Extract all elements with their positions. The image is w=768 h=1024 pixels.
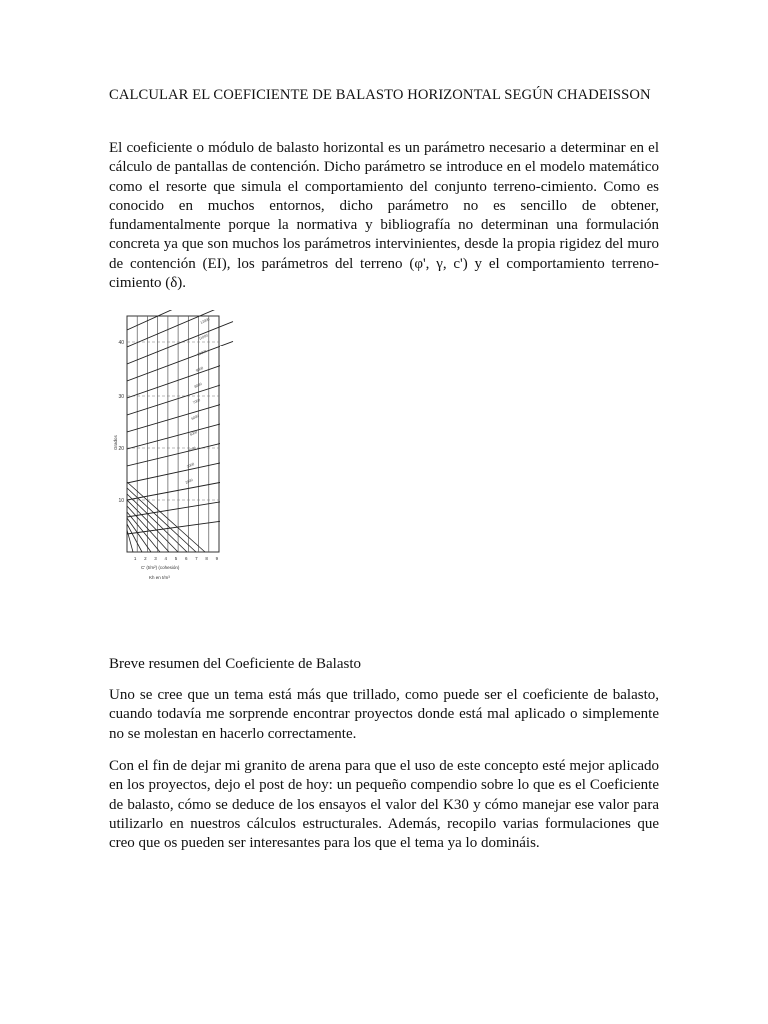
x-tick-label: 7 — [195, 556, 198, 561]
curve-label: 2000 — [184, 477, 194, 485]
intro-paragraph: El coeficiente o módulo de balasto horizontal es un parámetro necesario a determinar en el cálculo de pantallas de contención. Dicho parámetro se introduce en el modelo matemático como el resorte que simula el comportamiento del conjunto terreno-cimiento. Como es conocido en muchos entornos, dicho parámetro no es sencillo de obtener, fundamentalmente porque la normativa y bibliografía no determinan una formulación concreta ya que son muchos los parámetros intervinientes, desde la propia rigidez del muro de contención (EI), los parámetros del terreno (φ', γ, c') y el comportamiento terreno-cimiento (δ). — [109, 140, 659, 292]
curve-label: 6000 — [190, 413, 200, 421]
y-axis-label: Grados — [113, 435, 118, 450]
chart-graphic — [111, 310, 247, 586]
chart-curve — [127, 322, 233, 364]
chart-caption: Kh en t/m³ — [149, 575, 170, 580]
x-tick-label: 2 — [144, 556, 147, 561]
paragraph-2: Uno se cree que un tema está más que trillado, como puede ser el coeficiente de balasto, cuando todavía me sorprende encontrar proyectos donde está mal aplicado o simplemente no se molestan en hacerlo correctamente. — [109, 687, 659, 742]
chart-curve — [127, 341, 233, 381]
x-tick-label: 5 — [174, 556, 178, 561]
chart-curve — [127, 440, 233, 466]
x-tick-label: 1 — [133, 556, 137, 561]
curve-label: 5000 — [189, 429, 198, 437]
curve-label: 12000 — [199, 317, 211, 325]
section-heading: Breve resumen del Coeficiente de Balasto — [109, 656, 361, 672]
chart-curve — [127, 477, 233, 500]
chart-curve — [127, 310, 233, 330]
chart-curve — [127, 381, 233, 415]
paragraph-3: Con el fin de dejar mi granito de arena para que el uso de este concepto esté mejor aplicado en los proyectos, dejo el post de hoy: un pequeño compendio sobre lo que es el Coeficiente de balasto, cómo se deduce de los ensayos el valor del K30 y cómo manejar ese valor para utilizarlo en nuestros cálculos estructurales. Además, recopilo varias formulaciones que creo que os pueden ser interesantes para los que el tema ya lo domináis. — [109, 758, 659, 852]
x-tick-label: 6 — [184, 556, 188, 561]
y-tick-label: 20 — [118, 446, 124, 452]
x-tick-label: 9 — [215, 556, 219, 561]
y-tick-label: 10 — [118, 498, 124, 504]
curve-label: 4000 — [187, 445, 197, 453]
curve-label: 7000 — [192, 397, 201, 405]
chart-curve — [127, 460, 233, 483]
chart-curve — [127, 401, 233, 432]
x-tick-label: 8 — [205, 556, 208, 561]
curve-label: 9000 — [195, 365, 204, 373]
curve-label: 3000 — [186, 461, 195, 469]
curve-label: 8000 — [193, 381, 203, 389]
y-tick-label: 30 — [118, 394, 124, 400]
chart-curve-dense — [127, 512, 160, 552]
chart-curve-dense — [127, 500, 178, 552]
chart-curve — [127, 421, 233, 449]
x-tick-label: 3 — [154, 556, 157, 561]
chart-curve — [127, 361, 233, 398]
chart-mask — [220, 346, 247, 586]
x-axis-label: C' (t/m²) (cohesión) — [141, 565, 180, 570]
y-tick-label: 40 — [118, 340, 124, 346]
document-title: CALCULAR EL COEFICIENTE DE BALASTO HORIZONTAL SEGÚN CHADEISSON — [109, 87, 651, 103]
chadeisson-chart — [111, 310, 247, 586]
curve-label: 10000 — [196, 349, 208, 357]
x-tick-label: 4 — [164, 556, 168, 561]
curve-label: 11000 — [198, 333, 209, 341]
